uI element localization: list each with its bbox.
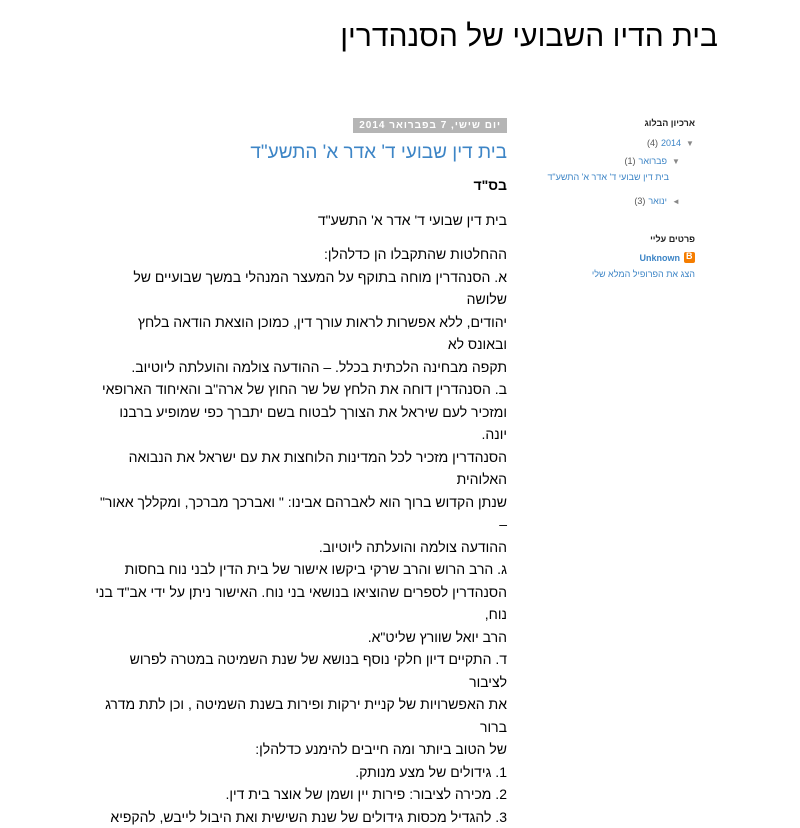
post-body-line: שנתן הקדוש ברוך הוא לאברהם אבינו: " ואברכך מברכך, ומקללך אאור" –: [95, 491, 507, 536]
post-body-line: 2. מכירה לציבור: פירות יין ושמן של אוצר בית דין.: [95, 783, 507, 806]
full-profile-link[interactable]: הצג את הפרופיל המלא שלי: [540, 269, 695, 279]
archive-year-row: [540, 136, 695, 150]
profile-name-link[interactable]: Unknown: [640, 253, 681, 263]
post-body-line: ההודעה צולמה והועלתה ליוטיוב.: [95, 536, 507, 559]
post-body-line: 3. להגדיל מכסות גידולים של שנת השישית ואת היבול לייבש, להקפיא: [95, 806, 507, 828]
post-body-lines: [95, 266, 507, 828]
post-body-line: את האפשרויות של קניית ירקות ופירות בשנת השמיטה , וכן לתת מדרג ברור: [95, 693, 507, 738]
post-body-line: יהודים, ללא אפשרות לראות עורך דין, כמוכן הוצאת הודאה בלחץ ובאונס לא: [95, 311, 507, 356]
archive-month-count-feb: (1): [625, 156, 636, 166]
archive-year-count: (4): [647, 138, 658, 148]
post-body-line: הרב יואל שוורץ שליט"א.: [95, 626, 507, 649]
post-body-line: ג. הרב הרוש והרב שרקי ביקשו אישור של בית הדין לבני נוח בחסות: [95, 558, 507, 581]
archive-month-link-feb[interactable]: פברואר: [639, 156, 667, 166]
post-body-line: ומזכיר לעם שיראל את הצורך לבטוח בשם יתברך כפי שמופיע ברבנו יונה.: [95, 401, 507, 446]
sidebar: [540, 118, 695, 279]
collapse-toggle-icon[interactable]: ◄: [671, 197, 681, 206]
post-intro: ההחלטות שהתקבלו הן כדלהלן:: [95, 243, 507, 266]
archive-year-link[interactable]: 2014: [661, 138, 681, 148]
archive-post-link[interactable]: בית דין שבועי ד' אדר א' התשע"ד: [547, 172, 669, 182]
expand-toggle-icon[interactable]: ▼: [685, 139, 695, 148]
post-body-line: ד. התקיים דיון חלקי נוסף בנושא של שנת השמיטה במטרה לפרוש לציבור: [95, 648, 507, 693]
post-body: [95, 172, 507, 828]
post-body-line: א. הסנהדרין מוחה בתוקף על המעצר המנהלי במשך שבועיים של שלושה: [95, 266, 507, 311]
profile-heading: פרטים עליי: [540, 234, 695, 244]
post-subtitle: בית דין שבועי ד' אדר א' התשע"ד: [95, 209, 507, 232]
expand-toggle-icon[interactable]: ▼: [671, 157, 681, 166]
archive-heading: ארכיון הבלוג: [540, 118, 695, 128]
post-body-line: הסנהדרין לספרים שהוציאו בנושאי בני נוח. האישור ניתן על ידי אב"ד בני נוח,: [95, 581, 507, 626]
profile-row: [540, 252, 695, 263]
post-body-line: ב. הסנהדרין דוחה את הלחץ של שר החוץ של ארה"ב והאיחוד הארופאי: [95, 378, 507, 401]
blogger-icon: [684, 252, 695, 263]
post-body-line: הסנהדרין מזכיר לכל המדינות הלוחצות את עם ישראל את הנבואה האלוהית: [95, 446, 507, 491]
archive-month-link-jan[interactable]: ינואר: [648, 196, 667, 206]
post-title-link[interactable]: בית דין שבועי ד' אדר א' התשע"ד: [250, 142, 507, 164]
post-bsd: בס"ד: [95, 174, 507, 197]
archive-post-row: [540, 170, 695, 184]
post-date-header: יום שישי, 7 בפברואר 2014: [353, 118, 507, 133]
post-body-line: תקפה מבחינה הלכתית בכלל. – ההודעה צולמה והועלתה ליוטיוב.: [95, 356, 507, 379]
post-body-line: 1. גידולים של מצע מנותק.: [95, 761, 507, 784]
archive-month-row-feb: [540, 154, 695, 168]
blog-title[interactable]: בית הדיו השבועי של הסנהדרין: [340, 20, 718, 54]
post-body-line: של הטוב ביותר ומה חייבים להימנע כדלהלן:: [95, 738, 507, 761]
archive-month-row-jan: [540, 194, 695, 208]
archive-month-count-jan: (3): [634, 196, 645, 206]
